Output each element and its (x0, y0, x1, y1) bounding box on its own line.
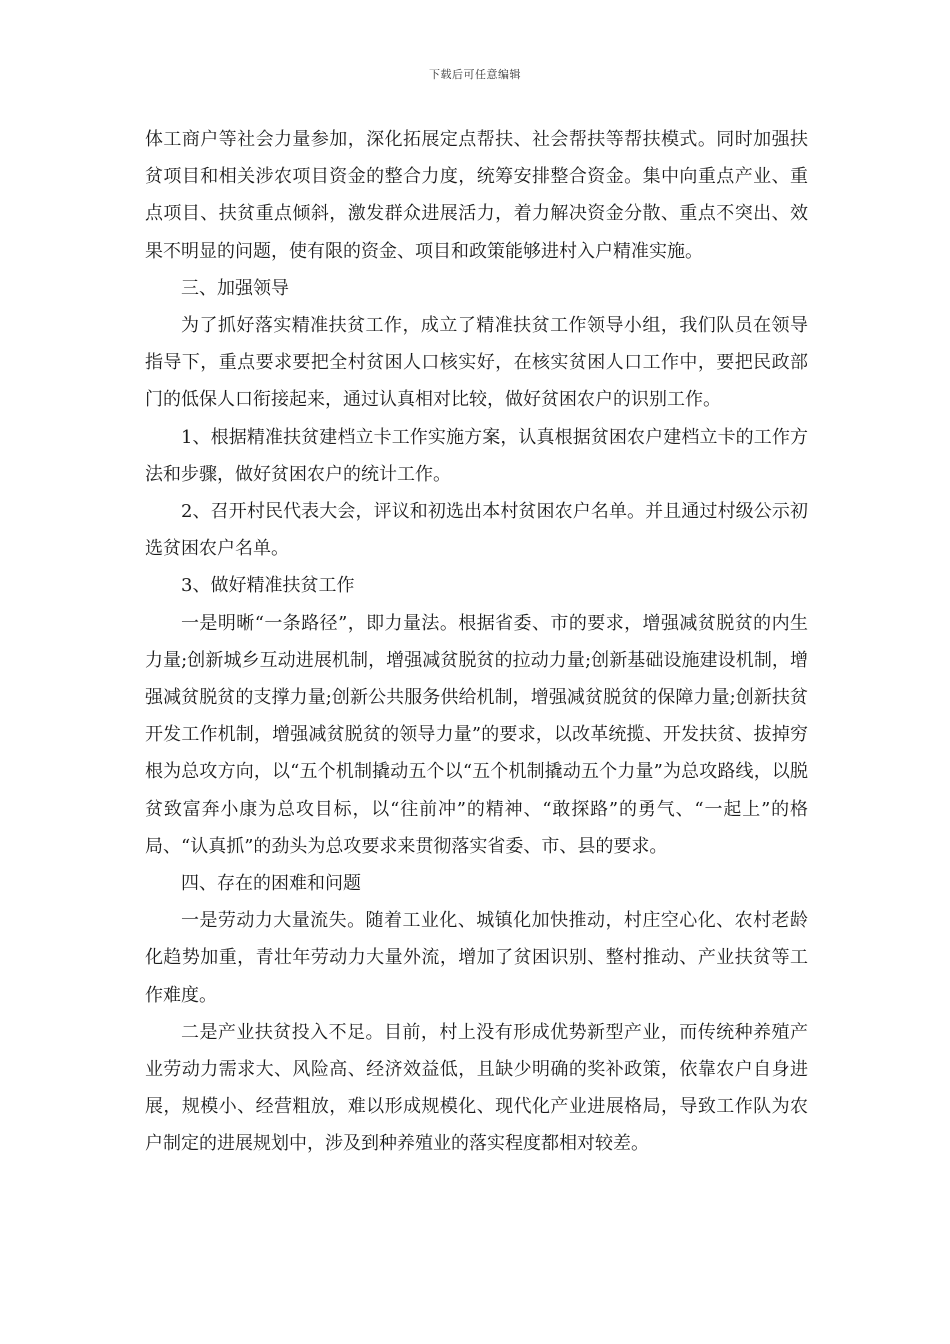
list-item-3: 3、做好精准扶贫工作 (181, 575, 355, 597)
page-header-watermark: 下载后可任意编辑 (429, 68, 521, 81)
paragraph: 一是劳动力大量流失。随着工业化、城镇化加快推动，村庄空心化、农村老龄化趋势加重，青壮年劳动力大量外流，增加了贫困识别、整村推动、产业扶贫等工作难度。 (145, 910, 808, 1006)
document-body (145, 121, 808, 1163)
paragraph: 为了抓好落实精准扶贫工作，成立了精准扶贫工作领导小组，我们队员在领导指导下，重点要求要把全村贫困人口核实好，在核实贫困人口工作中，要把民政部门的低保人口衔接起来，通过认真相对比较，做好贫困农户的识别工作。 (145, 315, 808, 411)
paragraph: 二是产业扶贫投入不足。目前，村上没有形成优势新型产业，而传统种养殖产业劳动力需求大、风险高、经济效益低，且缺少明确的奖补政策，依靠农户自身进展，规模小、经营粗放，难以形成规模化、现代化产业进展格局，导致工作队为农户制定的进展规划中，涉及到种养殖业的落实程度都相对较差。 (145, 1021, 808, 1155)
list-item-2: 2、召开村民代表大会，评议和初选出本村贫困农户名单。并且通过村级公示初选贫困农户名单。 (145, 501, 808, 560)
paragraph-continuation: 体工商户等社会力量参加，深化拓展定点帮扶、社会帮扶等帮扶模式。同时加强扶贫项目和相关涉农项目资金的整合力度，统筹安排整合资金。集中向重点产业、重点项目、扶贫重点倾斜，激发群众进展活力，着力解决资金分散、重点不突出、效果不明显的问题，使有限的资金、项目和政策能够进村入户精准实施。 (145, 129, 808, 262)
section-heading-3: 三、加强领导 (181, 277, 289, 299)
list-item-1: 1、根据精准扶贫建档立卡工作实施方案，认真根据贫困农户建档立卡的工作方法和步骤，做好贫困农户的统计工作。 (145, 426, 808, 485)
section-heading-4: 四、存在的困难和问题 (181, 873, 361, 895)
paragraph: 一是明晰“一条路径”，即力量法。根据省委、市的要求，增强减贫脱贫的内生力量;创新城乡互动进展机制，增强减贫脱贫的拉动力量;创新基础设施建设机制，增强减贫脱贫的支撑力量;创新公共服务供给机制，增强减贫脱贫的保障力量;创新扶贫开发工作机制，增强减贫脱贫的领导力量”的要求，以改革统揽、开发扶贫、拔掉穷根为总攻方向，以“五个机制撬动五个以“五个机制撬动五个力量”为总攻路线，以脱贫致富奔小康为总攻目标，以“往前冲”的精神、“敢探路”的勇气、“一起上”的格局、“认真抓”的劲头为总攻要求来贯彻落实省委、市、县的要求。 (145, 612, 808, 857)
